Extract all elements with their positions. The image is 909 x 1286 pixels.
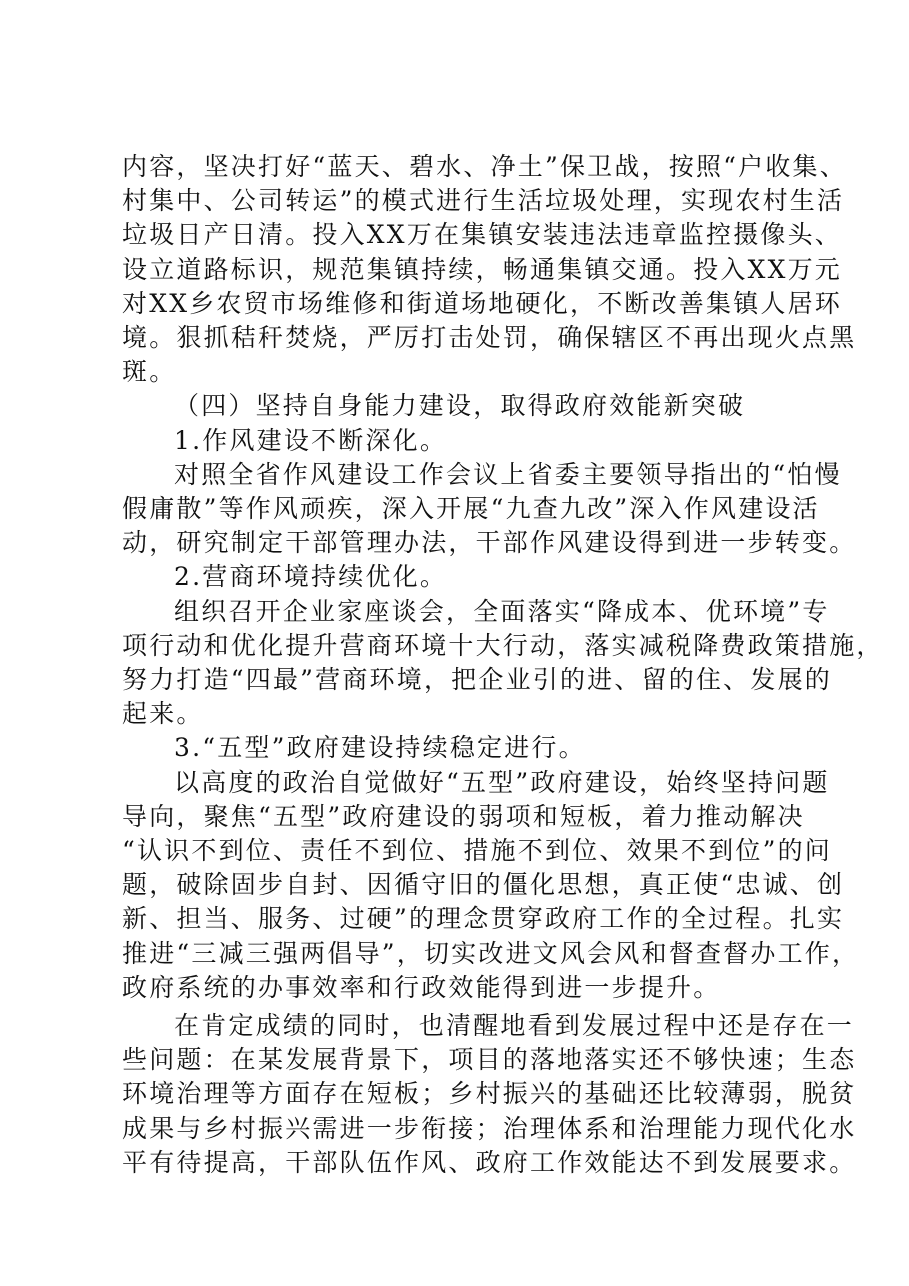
text-line: 努力打造“四最”营商环境，把企业引的进、留的住、发展的 [122, 665, 832, 695]
text-line: 动，研究制定干部管理办法，干部作风建设得到进一步转变。 [122, 528, 857, 558]
text-line: 成果与乡村振兴需进一步衔接；治理体系和治理能力现代化水 [122, 1113, 857, 1143]
text-line: 对照全省作风建设工作会议上省委主要领导指出的“怕慢 [174, 459, 842, 489]
subheading-3 [122, 731, 808, 765]
text-line: 内容，坚决打好“蓝天、碧水、净土”保卫战，按照“户收集、 [122, 152, 847, 181]
text-line: 对XX乡农贸市场维修和街道场地硬化，不断改善集镇人居环 [122, 288, 842, 318]
paragraph-five-type-government [122, 766, 860, 1005]
text-line: 境。狠抓秸秆焚烧，严厉打击处罚，确保辖区不再出现火点黑 [122, 323, 857, 353]
paragraph-problems [122, 1009, 857, 1180]
text-line: 新、担当、服务、过硬”的理念贯穿政府工作的全过程。扎实 [122, 904, 845, 934]
text-line: 环境治理等方面存在短板；乡村振兴的基础还比较薄弱，脱贫 [122, 1079, 857, 1109]
text-line: 设立道路标识，规范集镇持续，畅通集镇交通。投入XX万元 [122, 254, 842, 284]
text-line: 村集中、公司转运”的模式进行生活垃圾处理，实现农村生活 [122, 186, 845, 216]
text-line: 题，破除固步自封、因循守旧的僵化思想，真正使“忠诚、创 [122, 870, 845, 900]
text-line: 假庸散”等作风顽疾，深入开展“九查九改”深入作风建设活 [122, 494, 820, 524]
subheading-text: 3.“五型”政府建设持续稳定进行。 [174, 733, 586, 763]
text-line: 政府系统的办事效率和行政效能得到进一步提升。 [122, 972, 721, 1002]
subheading-2 [122, 560, 808, 594]
subheading-text: 2.营商环境持续优化。 [174, 562, 448, 592]
paragraph-business-environment [122, 595, 884, 732]
text-line: 垃圾日产日清。投入XX万在集镇安装违法违章监控摄像头、 [122, 220, 842, 250]
text-line: 斑。 [122, 357, 177, 387]
text-line: “认识不到位、责任不到位、措施不到位、效果不到位”的问 [122, 836, 832, 866]
text-line: 项行动和优化提升营商环境十大行动，落实减税降费政策措施， [122, 630, 884, 660]
section-heading [122, 389, 808, 423]
text-line: 导向，聚焦“五型”政府建设的弱项和短板，着力推动解决 [122, 801, 805, 831]
text-line: 平有待提高，干部队伍作风、政府工作效能达不到发展要求。 [122, 1147, 857, 1177]
text-line: 组织召开企业家座谈会，全面落实“降成本、优环境”专 [174, 596, 830, 626]
section-heading-text: （四）坚持自身能力建设，取得政府效能新突破 [174, 391, 746, 421]
text-line: 些问题：在某发展背景下，项目的落地落实还不够快速；生态 [122, 1045, 857, 1075]
text-line: 在肯定成绩的同时，也清醒地看到发展过程中还是存在一 [174, 1011, 855, 1041]
subheading-1 [122, 424, 808, 458]
text-line: 推进“三减三强两倡导”，切实改进文风会风和督查督办工作， [122, 938, 860, 968]
text-line: 以高度的政治自觉做好“五型”政府建设，始终坚持问题 [174, 767, 830, 797]
text-line: 起来。 [122, 699, 204, 729]
paragraph-environment [122, 150, 857, 389]
subheading-text: 1.作风建设不断深化。 [174, 425, 448, 455]
document-body [122, 150, 884, 1180]
paragraph-work-style [122, 458, 857, 561]
